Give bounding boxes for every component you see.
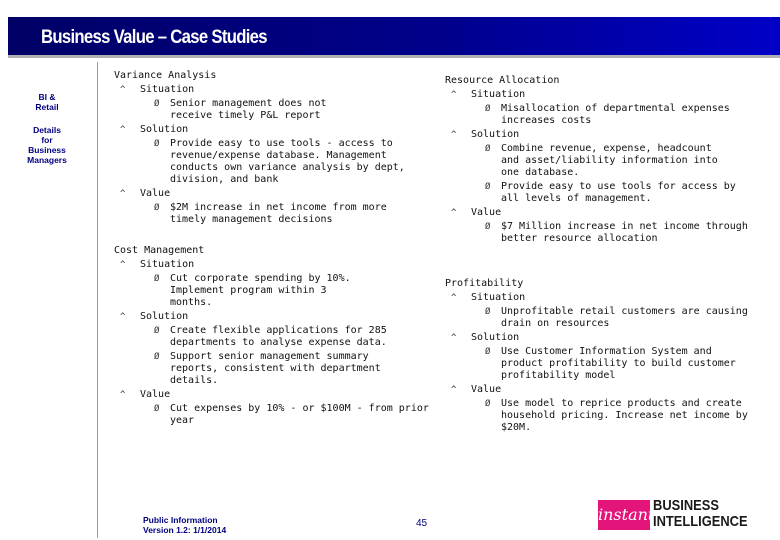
point bbox=[445, 221, 757, 245]
point bbox=[445, 181, 757, 205]
section-heading: Cost Management bbox=[114, 245, 205, 256]
item-value bbox=[114, 389, 434, 401]
side-label-line: Managers bbox=[27, 155, 67, 165]
side-label-line: Details bbox=[33, 125, 61, 135]
bullet-arrow-icon: Ø bbox=[154, 274, 160, 284]
point-text: Provide easy to use tools - access to revenue/expense database. Management conducts own variance analysis by dept, division, and bank bbox=[170, 138, 405, 185]
side-label-line: Retail bbox=[35, 102, 59, 112]
bullet-caret-icon: ^ bbox=[120, 260, 126, 270]
item-label: Solution bbox=[471, 332, 520, 343]
point bbox=[445, 306, 757, 330]
section-heading: Resource Allocation bbox=[445, 75, 560, 86]
section-heading: Variance Analysis bbox=[114, 70, 217, 81]
item-solution bbox=[445, 332, 765, 344]
bullet-arrow-icon: Ø bbox=[154, 139, 160, 149]
item-label: Value bbox=[140, 389, 171, 400]
page-title: Business Value – Case Studies bbox=[41, 27, 267, 48]
bullet-arrow-icon: Ø bbox=[154, 404, 160, 414]
instant-business-intelligence-logo bbox=[598, 498, 776, 532]
bullet-arrow-icon: Ø bbox=[154, 326, 160, 336]
footer-line: Public Information bbox=[143, 515, 218, 525]
point bbox=[114, 273, 374, 309]
point bbox=[445, 398, 763, 434]
bullet-caret-icon: ^ bbox=[451, 130, 457, 140]
section-cost-management bbox=[114, 245, 434, 427]
item-situation bbox=[114, 84, 426, 96]
point-text: Misallocation of departmental expenses increases costs bbox=[501, 103, 730, 126]
section-variance-analysis bbox=[114, 70, 426, 226]
logo-wordmark bbox=[653, 498, 748, 530]
bullet-arrow-icon: Ø bbox=[154, 352, 160, 362]
footer-info bbox=[143, 515, 226, 535]
column-divider bbox=[97, 62, 98, 538]
point-text: Use model to reprice products and create household pricing. Increase net income by $20M. bbox=[501, 398, 748, 433]
bullet-caret-icon: ^ bbox=[120, 189, 126, 199]
point-text: Use Customer Information System and product profitability to build customer profitability model bbox=[501, 346, 736, 381]
bullet-caret-icon: ^ bbox=[451, 293, 457, 303]
point bbox=[114, 403, 434, 427]
bullet-caret-icon: ^ bbox=[451, 385, 457, 395]
bullet-caret-icon: ^ bbox=[451, 90, 457, 100]
item-label: Value bbox=[471, 384, 502, 395]
bullet-arrow-icon: Ø bbox=[154, 203, 160, 213]
point-text: Cut expenses by 10% - or $100M - from prior year bbox=[170, 403, 429, 426]
item-situation bbox=[114, 259, 434, 271]
item-situation bbox=[445, 89, 765, 101]
point-text: Support senior management summary reports, consistent with department details. bbox=[170, 351, 381, 386]
item-solution bbox=[114, 311, 434, 323]
item-solution bbox=[114, 124, 426, 136]
footer-line: Version 1.2: 1/1/2014 bbox=[143, 525, 227, 535]
bullet-arrow-icon: Ø bbox=[154, 99, 160, 109]
point-text: $2M increase in net income from more timely management decisions bbox=[170, 202, 387, 225]
item-label: Situation bbox=[140, 84, 195, 95]
point bbox=[114, 98, 364, 122]
item-value bbox=[445, 207, 765, 219]
bullet-arrow-icon: Ø bbox=[485, 104, 491, 114]
item-label: Solution bbox=[471, 129, 520, 140]
bullet-arrow-icon: Ø bbox=[485, 399, 491, 409]
item-label: Solution bbox=[140, 311, 189, 322]
side-label-line: for bbox=[41, 135, 53, 145]
point-text: Combine revenue, expense, headcount and asset/liability information into one database. bbox=[501, 143, 718, 178]
side-label-bi-retail bbox=[12, 92, 82, 112]
item-situation bbox=[445, 292, 765, 304]
item-value bbox=[445, 384, 765, 396]
point-text: Cut corporate spending by 10%. Implement program within 3 months. bbox=[170, 273, 351, 308]
bullet-arrow-icon: Ø bbox=[485, 307, 491, 317]
bullet-caret-icon: ^ bbox=[120, 312, 126, 322]
point-text: Senior management does not receive timely P&L report bbox=[170, 98, 327, 121]
bullet-arrow-icon: Ø bbox=[485, 222, 491, 232]
title-bar bbox=[8, 17, 780, 58]
item-label: Value bbox=[140, 188, 171, 199]
bullet-caret-icon: ^ bbox=[451, 333, 457, 343]
bullet-arrow-icon: Ø bbox=[485, 144, 491, 154]
item-label: Situation bbox=[471, 89, 526, 100]
point-text: Unprofitable retail customers are causing drain on resources bbox=[501, 306, 748, 329]
logo-instant-block: instant bbox=[598, 500, 650, 530]
logo-line: BUSINESS bbox=[653, 497, 719, 514]
side-label-details bbox=[12, 125, 82, 165]
logo-line: INTELLIGENCE bbox=[653, 513, 748, 530]
point bbox=[445, 346, 757, 382]
bullet-caret-icon: ^ bbox=[120, 390, 126, 400]
point bbox=[114, 351, 414, 387]
point-text: Provide easy to use tools for access by all levels of management. bbox=[501, 181, 736, 204]
point bbox=[445, 143, 735, 179]
bullet-caret-icon: ^ bbox=[120, 125, 126, 135]
section-profitability bbox=[445, 278, 765, 434]
point bbox=[114, 202, 414, 226]
page-number: 45 bbox=[416, 518, 428, 529]
item-label: Value bbox=[471, 207, 502, 218]
section-resource-allocation bbox=[445, 75, 765, 245]
item-label: Situation bbox=[140, 259, 195, 270]
bullet-caret-icon: ^ bbox=[120, 85, 126, 95]
item-label: Solution bbox=[140, 124, 189, 135]
bullet-arrow-icon: Ø bbox=[485, 182, 491, 192]
item-value bbox=[114, 188, 426, 200]
point-text: $7 Million increase in net income through better resource allocation bbox=[501, 221, 748, 244]
bullet-arrow-icon: Ø bbox=[485, 347, 491, 357]
point bbox=[445, 103, 755, 127]
point bbox=[114, 138, 426, 186]
side-label-line: Business bbox=[28, 145, 66, 155]
point-text: Create flexible applications for 285 departments to analyse expense data. bbox=[170, 325, 387, 348]
item-label: Situation bbox=[471, 292, 526, 303]
section-heading: Profitability bbox=[445, 278, 524, 289]
side-label-line: BI & bbox=[38, 92, 56, 102]
bullet-caret-icon: ^ bbox=[451, 208, 457, 218]
point bbox=[114, 325, 434, 349]
item-solution bbox=[445, 129, 765, 141]
